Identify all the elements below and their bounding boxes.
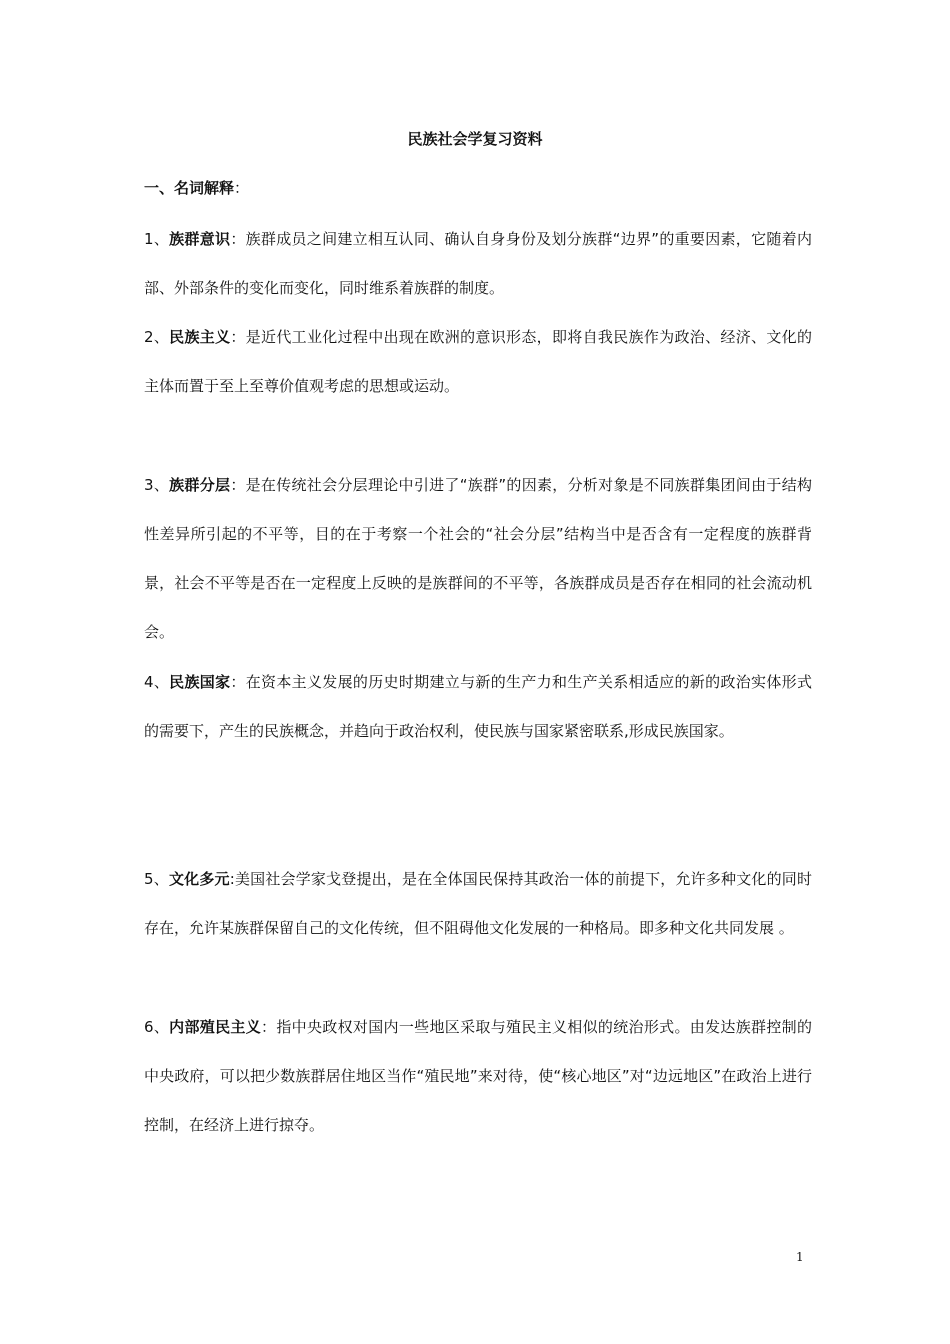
entry-number: 6、 [144,1018,170,1036]
definition-entry [144,313,812,411]
document-title: 民族社会学复习资料 [407,130,543,148]
section-heading [144,176,249,200]
entry-number: 3、 [144,476,170,494]
section-heading-text: 一、名词解释 [144,179,235,197]
entry-term: 文化多元 [168,870,230,888]
entry-term: 民族国家 [169,673,231,691]
definition-entry [144,461,812,657]
section-heading-suffix: ： [234,179,250,197]
entry-definition: 是近代工业化过程中出现在欧洲的意识形态，即将自我民族作为政治、经济、文化的主体而置于至上至尊价值观考虑的思想或运动。 [144,328,812,395]
entry-definition: 指中央政权对国内一些地区采取与殖民主义相似的统治形式。由发达族群控制的中央政府，可以把少数族群居住地区当作“殖民地”来对待，使“核心地区”对“边远地区”在政治上进行控制，在经济上进行掠夺。 [144,1018,812,1134]
entry-number: 4、 [144,673,170,691]
definition-entry [144,1003,812,1150]
entry-term: 族群分层 [169,476,231,494]
definition-entry [144,215,812,313]
definition-entry [144,855,812,953]
definition-entry [144,658,812,756]
entry-term: 内部殖民主义 [169,1018,262,1036]
entry-separator: ： [230,673,246,691]
entry-separator: ： [230,476,246,494]
entry-separator: ： [261,1018,277,1036]
entry-definition: 族群成员之间建立相互认同、确认自身身份及划分族群“边界”的重要因素，它随着内部、外部条件的变化而变化，同时维系着族群的制度。 [144,230,812,297]
entry-separator: ： [230,328,246,346]
entry-term: 民族主义 [169,328,231,346]
entry-separator: : [229,870,235,888]
entry-definition: 美国社会学家戈登提出，是在全体国民保持其政治一体的前提下，允许多种文化的同时存在，允许某族群保留自己的文化传统，但不阻碍他文化发展的一种格局。即多种文化共同发展 。 [144,870,812,937]
entry-separator: ： [230,230,246,248]
entry-definition: 是在传统社会分层理论中引进了“族群”的因素，分析对象是不同族群集团间由于结构性差异所引起的不平等，目的在于考察一个社会的“社会分层”结构当中是否含有一定程度的族群背景，社会不平等是否在一定程度上反映的是族群间的不平等，各族群成员是否存在相同的社会流动机会。 [144,476,812,641]
entry-number: 2、 [144,328,170,346]
entry-term: 族群意识 [169,230,231,248]
page-number: 1 [796,1250,804,1264]
entry-number: 1、 [144,230,170,248]
entry-definition: 在资本主义发展的历史时期建立与新的生产力和生产关系相适应的新的政治实体形式的需要下，产生的民族概念，并趋向于政治权利，使民族与国家紧密联系,形成民族国家。 [144,673,812,740]
entry-number: 5、 [144,870,169,888]
